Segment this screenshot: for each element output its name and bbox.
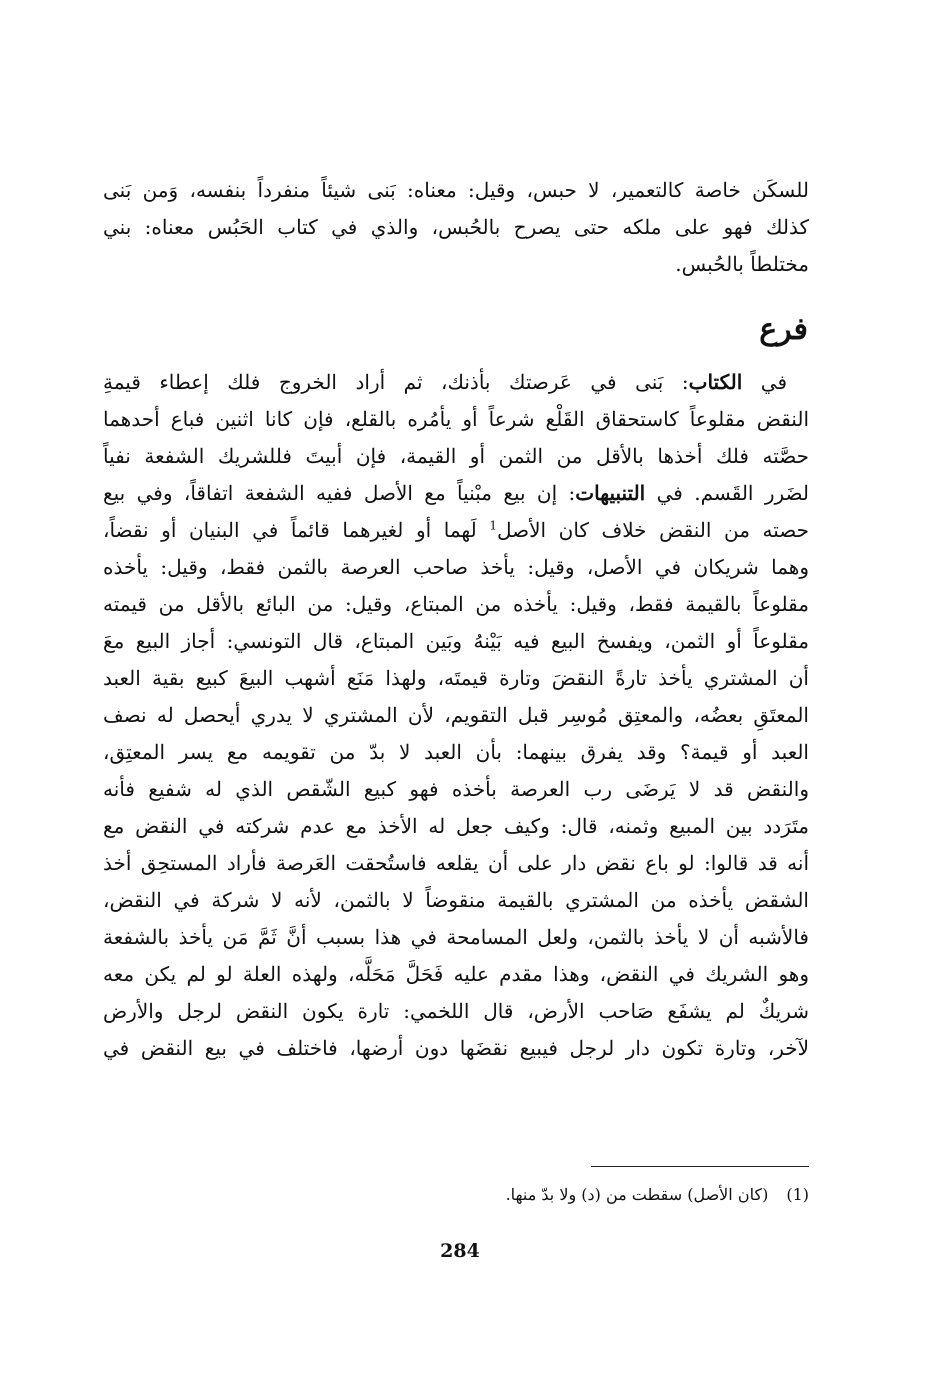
footnote-text: (كان الأصل) سقطت من (د) ولا بدّ منها. [505, 1185, 769, 1204]
bold-term-tanbihat: التنبيهات [575, 481, 646, 505]
intro-paragraph [103, 172, 809, 283]
main-paragraph [103, 364, 809, 1067]
text-line: أنه قد قالوا: لو باع نقض دار على أن يقلعه فاستُحقت العَرصة فأراد المستحِق أخذ [103, 851, 809, 875]
text-line: الشقض يأخذه من المشتري بالقيمة منقوضاً لا بالثمن، لأنه لا شركة في النقض، [103, 888, 809, 912]
page-number: 284 [440, 1240, 480, 1262]
text-line: حصَّته فلك أخذها بالأقل من الثمن أو القيمة، فإن أبيتَ فللشريك الشفعة نفياً [103, 444, 809, 468]
footnote-number: (1) [786, 1185, 809, 1204]
line-rest: لَهما أو لغيرهما قائماً في البنيان أو نقضاً، [103, 518, 490, 542]
text-line: أن المشتري يأخذ تارةً النقضَ وتارة قيمتَه، ولهذا مَنَع أشهب البيعَ كبيع بقية العبد [103, 666, 809, 690]
text-line: فالأشبه أن لا يأخذ بالثمن، ولعل المسامحة في هذا بسبب أنَّ ثَمَّ مَن يأخذ بالشفعة [103, 925, 809, 949]
text-line: النقض مقلوعاً كاستحقاق القَلْع شرعاً أو يأمُره بالقلع، فإن كانا اثنين فباع أحدهما [103, 407, 809, 431]
text-line [103, 475, 809, 512]
text-line: المعتَقِ بعضُه، والمعتِق مُوسِر قبل التقويم، لأن المشتري لا يدري أيحصل له نصف [103, 703, 809, 727]
text-line: للسكَن خاصة كالتعمير، لا حبس، وقيل: معناه: بَنى شيئاً منفرداً بنفسه، وَمن بَنى [103, 178, 809, 202]
text-line: شريكٌ لم يشفَع صَاحب الأرض، قال اللخمي: تارة يكون النقض لرجل والأرض [103, 999, 809, 1023]
text-line: والنقض قد لا يَرضَى رب العرصة بأخذه فهو كبيع الشّقص الذي له شفيع فأنه [103, 777, 809, 801]
footnote [209, 1183, 809, 1207]
section-heading: فرع [759, 312, 808, 347]
text-line [103, 364, 809, 401]
line-lead: لضَرر القَسم. في [645, 481, 809, 505]
text-line: وهو الشريك في النقض، وهذا مقدم عليه فَحَلَّ مَحَلَّه، ولهذه العلة لو لم يكن معه [103, 962, 809, 986]
line-rest: : إن بيع مبْنياً مع الأصل ففيه الشفعة اتفاقاً، وفي بيع [103, 481, 576, 505]
text-line: مقلوعاً بالقيمة فقط، وقيل: يأخذه من المبتاع، وقيل: من البائع بالأقل من قيمته [103, 592, 809, 616]
text-line: لآخر، وتارة تكون دار لرجل فيبيع نقضَها دون أرضها، فاختلف في بيع النقض في [103, 1036, 809, 1060]
text-line: العبد أو قيمة؟ وقد يفرق بينهما: بأن العبد لا بدّ من تقويمه مع يسر المعتِق، [103, 740, 809, 764]
line-lead: في [742, 370, 787, 394]
text-line: مختلطاً بالحُبس. [675, 252, 809, 276]
footnote-divider [591, 1166, 809, 1167]
text-line: وهما شريكان في الأصل، وقيل: يأخذ صاحب العرصة بالثمن فقط، وقيل: يأخذه [103, 555, 809, 579]
line-rest: : بَنى في عَرصتك بأذنك، ثم أراد الخروج فلك إعطاء قيمةِ [103, 370, 689, 394]
line-lead: حصته من النقض خلاف كان الأصل [496, 518, 809, 542]
text-line: كذلك فهو على ملكه حتى يصرح بالحُبس، والذي في كتاب الحَبُس معناه: بني [103, 215, 809, 239]
text-line: متَرَدد بين المبيع وثمنه، قال: وكيف جعل له الأخذ مع عدم شركته في النقض مع [103, 814, 809, 838]
footnote-reference: 1 [489, 518, 497, 533]
bold-term-kitab: الكتاب [688, 370, 743, 394]
text-line: مقلوعاً أو الثمن، ويفسخ البيع فيه بَيْنهُ وبَين المبتاع، قال التونسي: أجاز البيع معَ [103, 629, 809, 653]
text-line [103, 512, 809, 549]
